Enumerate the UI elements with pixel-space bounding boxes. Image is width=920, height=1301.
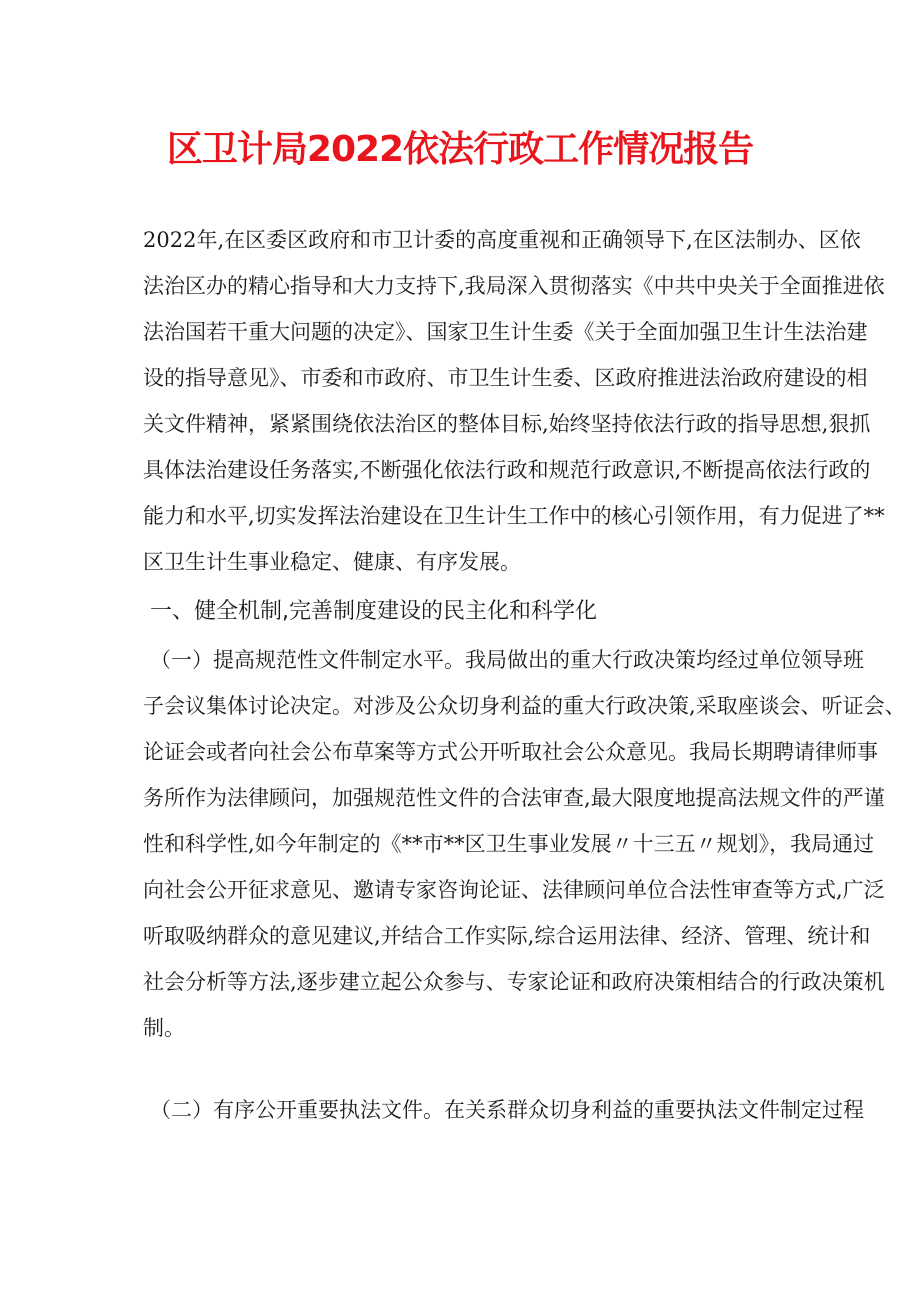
paragraph-line: 社会分析等方法,逐步建立起公众参与、专家论证和政府决策相结合的行政决策机 xyxy=(143,970,885,994)
paragraph-line: 向社会公开征求意见、邀请专家咨询论证、法律顾问单位合法性审查等方式,广泛 xyxy=(143,878,885,902)
paragraph-line: 2022年,在区委区政府和市卫计委的高度重视和正确领导下,在区法制办、区依 xyxy=(143,228,861,252)
paragraph-line: 设的指导意见》、市委和市政府、市卫生计生委、区政府推进法治政府建设的相 xyxy=(143,366,868,390)
paragraph-line: 法治国若干重大问题的决定》、国家卫生计生委《关于全面加强卫生计生法治建 xyxy=(143,320,868,344)
paragraph-line: 具体法治建设任务落实,不断强化依法行政和规范行政意识,不断提高依法行政的 xyxy=(143,458,871,482)
paragraph-line: 关文件精神，紧紧围绕依法治区的整体目标,始终坚持依法行政的指导思想,狠抓 xyxy=(143,412,871,436)
paragraph-line: 论证会或者向社会公布草案等方式公开听取社会公众意见。我局长期聘请律师事 xyxy=(143,740,878,764)
paragraph-line: 区卫生计生事业稳定、健康、有序发展。 xyxy=(143,550,521,574)
paragraph-line: 子会议集体讨论决定。对涉及公众切身利益的重大行政决策,采取座谈会、听证会、 xyxy=(143,694,906,718)
section-heading: 一、健全机制,完善制度建设的民主化和科学化 xyxy=(150,599,597,624)
paragraph-line: （一）提高规范性文件制定水平。我局做出的重大行政决策均经过单位领导班 xyxy=(150,648,864,672)
paragraph-line: 制。 xyxy=(143,1016,185,1040)
paragraph-line: 听取吸纳群众的意见建议,并结合工作实际,综合运用法律、经济、管理、统计和 xyxy=(143,924,871,948)
document-title: 区卫计局2022依法行政工作情况报告 xyxy=(166,129,754,170)
paragraph-line: 法治区办的精心指导和大力支持下,我局深入贯彻落实《中共中央关于全面推进依 xyxy=(143,274,885,298)
paragraph-line: （二）有序公开重要执法文件。在关系群众切身利益的重要执法文件制定过程 xyxy=(150,1098,864,1122)
paragraph-line: 性和科学性,如今年制定的《**市**区卫生事业发展〃十三五〃规划》，我局通过 xyxy=(143,832,875,856)
paragraph-line: 能力和水平,切实发挥法治建设在卫生计生工作中的核心引领作用，有力促进了** xyxy=(143,504,885,528)
paragraph-line: 务所作为法律顾问，加强规范性文件的合法审查,最大限度地提高法规文件的严谨 xyxy=(143,786,885,810)
